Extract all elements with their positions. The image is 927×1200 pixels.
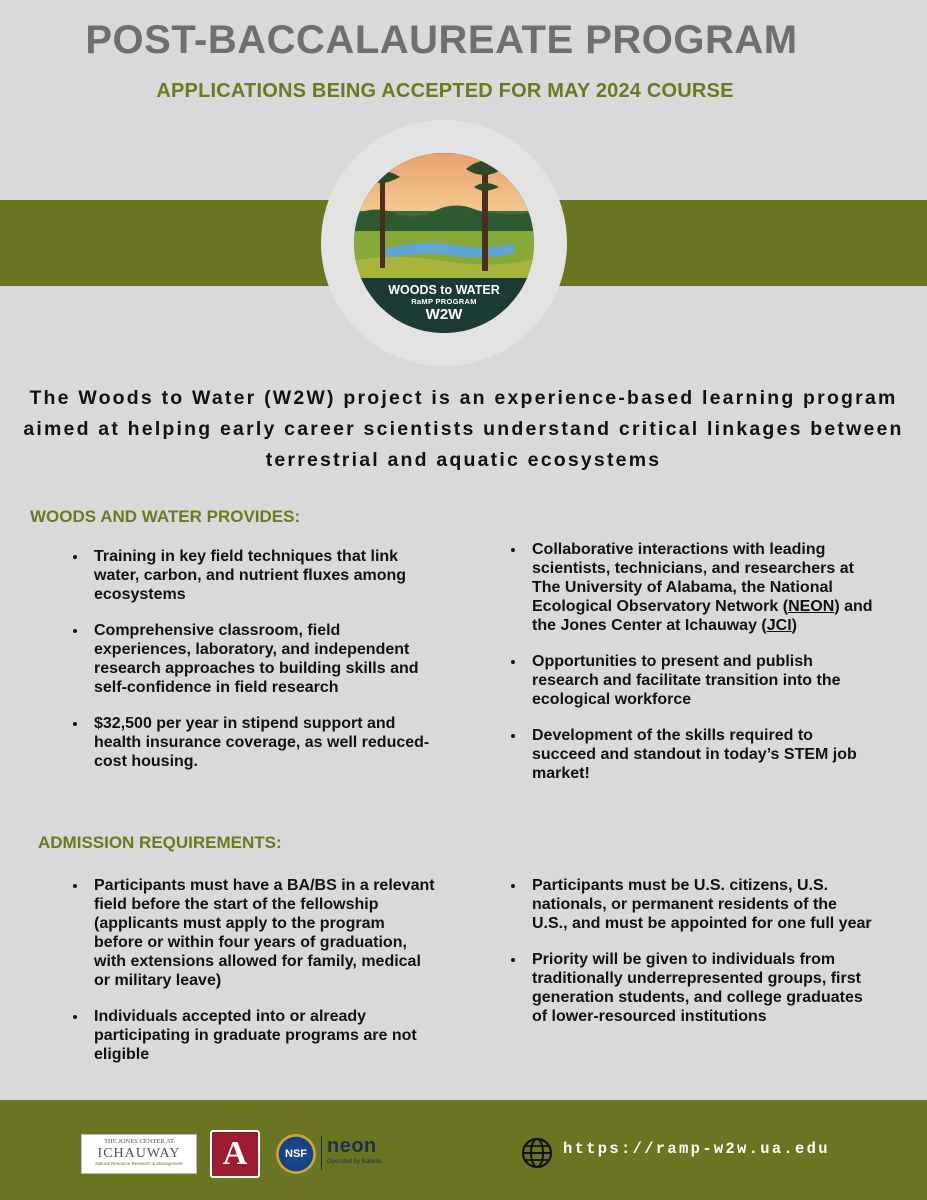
nsf-logo[interactable]: NSF [276, 1134, 316, 1174]
logo-divider [321, 1136, 322, 1170]
list-item-text: ) and the Jones Center at Ichauway ( [532, 598, 873, 634]
list-item: • Comprehensive classroom, field experiences, laboratory, and independent research approaches to building skills and self-confidence in field research [88, 621, 438, 697]
provides-list-right [504, 540, 876, 800]
jones-center-logo[interactable] [81, 1134, 197, 1174]
neon-tag-text: Operated by Battelle [327, 1159, 382, 1165]
logo-line-3: W2W [425, 306, 463, 323]
admission-list-left [66, 876, 438, 1081]
list-item: • Participants must have a BA/BS in a relevant field before the start of the fellowship (applicants must apply to the program before or within four years of graduation, with extensions allowed for family, medical or military leave) [88, 876, 438, 990]
logo-text [354, 283, 534, 324]
list-item: • Individuals accepted into or already participating in graduate programs are not eligible [88, 1007, 438, 1064]
globe-icon [520, 1136, 554, 1175]
neon-name-text: neon [327, 1135, 377, 1157]
page-subtitle: APPLICATIONS BEING ACCEPTED FOR MAY 2024 COURSE [156, 80, 734, 102]
list-item: • Development of the skills required to succeed and standout in today’s STEM job market! [526, 726, 876, 783]
logo-line-1: WOODS to WATER [388, 283, 500, 297]
list-item [526, 540, 876, 635]
intro-paragraph: The Woods to Water (W2W) project is an experience-based learning program aimed at helping early career scientists understand critical linkages between terrestrial and aquatic ecosystems [23, 387, 904, 471]
provides-heading: WOODS AND WATER PROVIDES: [30, 507, 301, 526]
list-item-text: Collaborative interactions with leading scientists, technicians, and researchers at The University of Alabama, the National Ecological Observatory Network ( [532, 541, 854, 615]
list-item: • Priority will be given to individuals from traditionally underrepresented groups, first generation students, and college graduates of lower-resourced institutions [526, 950, 876, 1026]
jci-link[interactable]: JCI [766, 617, 792, 634]
list-item: • $32,500 per year in stipend support and health insurance coverage, as well reduced-cost housing. [88, 714, 438, 771]
jones-name-text: ICHAUWAY [97, 1146, 181, 1161]
admission-list-right [504, 876, 876, 1043]
provides-list-left [66, 547, 438, 788]
jones-tag-text: Natural Resource Research & Management [95, 1161, 183, 1166]
admission-heading: ADMISSION REQUIREMENTS: [38, 833, 282, 852]
list-item: • Opportunities to present and publish research and facilitate transition into the ecological workforce [526, 652, 876, 709]
jones-top-text: THE JONES CENTER AT [104, 1138, 174, 1145]
neon-link[interactable]: NEON [788, 598, 835, 615]
list-item: • Participants must be U.S. citizens, U.S. nationals, or permanent residents of the U.S., and must be appointed for one full year [526, 876, 876, 933]
neon-logo[interactable] [327, 1134, 387, 1174]
list-item: • Training in key field techniques that link water, carbon, and nutrient fluxes among ecosystems [88, 547, 438, 604]
logo-line-2: RaMP PROGRAM [411, 297, 477, 306]
alabama-logo[interactable]: A [210, 1130, 260, 1178]
list-item-text: ) [791, 617, 797, 634]
page-title: POST-BACCALAUREATE PROGRAM [85, 18, 798, 62]
website-link[interactable]: https://ramp-w2w.ua.edu [563, 1140, 830, 1158]
